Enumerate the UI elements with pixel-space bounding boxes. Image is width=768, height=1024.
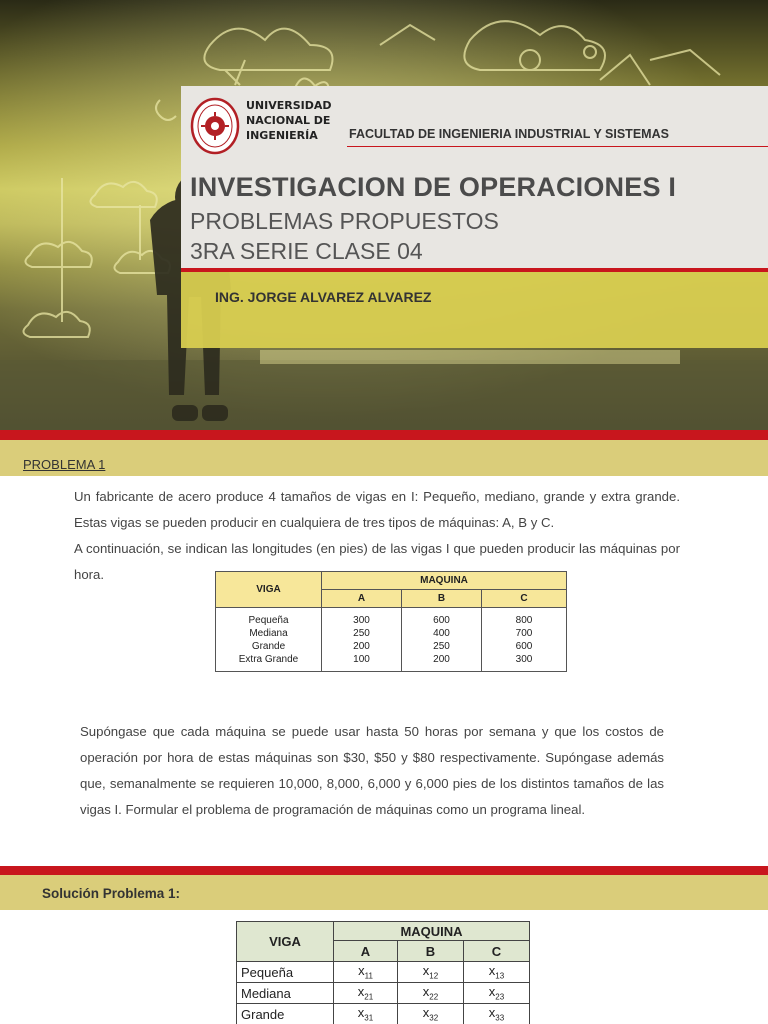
variable-cell: [464, 962, 530, 983]
solution-variables-table: [236, 921, 530, 1024]
university-name: [246, 98, 332, 143]
table-body-row: [216, 608, 567, 672]
variable-index: 31: [364, 1013, 374, 1023]
production-rate-table: [215, 571, 567, 672]
table-cell: 700: [515, 628, 533, 639]
variable-cell: [398, 983, 464, 1004]
problem-heading: PROBLEMA 1: [23, 457, 106, 472]
variable-cell: [464, 983, 530, 1004]
university-name-line-1: UNIVERSIDAD: [246, 99, 332, 112]
solution-header-col-c: C: [464, 941, 530, 962]
table-row: [237, 962, 530, 983]
author-name: ING. JORGE ALVAREZ ALVAREZ: [215, 289, 432, 305]
table-row-label: Mediana: [249, 628, 288, 639]
solution-header-maquina: MAQUINA: [334, 922, 530, 941]
variable-symbol: x: [422, 963, 430, 979]
table-header-maquina: MAQUINA: [322, 572, 567, 590]
table-cell: 600: [433, 615, 450, 626]
faculty-name: FACULTAD DE INGENIERIA INDUSTRIAL Y SISTEMAS: [349, 127, 669, 141]
machine-c-cell: [482, 608, 567, 672]
table-header-viga: VIGA: [216, 572, 322, 608]
solution-heading: Solución Problema 1:: [42, 886, 181, 901]
variable-index: 22: [429, 992, 439, 1002]
cover-red-rule: [0, 430, 768, 440]
variable-index: 12: [429, 971, 439, 981]
table-cell: 300: [515, 654, 533, 665]
subtitle-series: 3RA SERIE CLASE 04: [190, 238, 423, 264]
variable-cell: [334, 1004, 398, 1024]
table-header-col-c: C: [482, 590, 567, 608]
solution-header-col-b: B: [398, 941, 464, 962]
table-row-label: Pequeña: [237, 962, 334, 983]
table-cell: 250: [433, 641, 450, 652]
table-cell: 300: [353, 615, 370, 626]
variable-index: 21: [364, 992, 374, 1002]
table-cell: 600: [515, 641, 533, 652]
variable-index: 13: [495, 971, 505, 981]
table-row-label: Mediana: [237, 983, 334, 1004]
variable-symbol: x: [488, 984, 496, 1000]
table-row-label: Grande: [237, 1004, 334, 1024]
variable-index: 23: [495, 992, 505, 1002]
solution-header-col-a: A: [334, 941, 398, 962]
table-row-label: Extra Grande: [238, 654, 299, 665]
solution-header-viga: VIGA: [237, 922, 334, 962]
variable-symbol: x: [488, 1005, 496, 1021]
variable-index: 33: [495, 1013, 505, 1023]
variable-symbol: x: [488, 963, 496, 979]
table-cell: 200: [433, 654, 450, 665]
table-cell: 100: [353, 654, 370, 665]
table-row: [237, 1004, 530, 1024]
variable-index: 32: [429, 1013, 439, 1023]
table-header-col-a: A: [322, 590, 402, 608]
university-seal-logo: [190, 97, 240, 155]
table-cell: 200: [353, 641, 370, 652]
table-row-label: Pequeña: [248, 615, 289, 626]
variable-cell: [398, 962, 464, 983]
university-name-line-2: NACIONAL DE: [246, 114, 331, 127]
machine-a-cell: [322, 608, 402, 672]
machine-b-cell: [402, 608, 482, 672]
table-cell: 400: [433, 628, 450, 639]
variable-cell: [398, 1004, 464, 1024]
author-panel: [181, 272, 768, 348]
variable-symbol: x: [358, 963, 365, 979]
subtitle-problems: PROBLEMAS PROPUESTOS: [190, 208, 499, 234]
viga-labels-cell: [216, 608, 322, 672]
variable-index: 11: [364, 971, 373, 981]
course-title: INVESTIGACION DE OPERACIONES I: [190, 172, 677, 202]
variable-symbol: x: [422, 1005, 430, 1021]
university-name-line-3: INGENIERÍA: [246, 129, 318, 142]
problem-header-bar: [0, 440, 768, 476]
table-cell: 800: [515, 615, 533, 626]
solution-red-rule: [0, 866, 768, 875]
variable-symbol: x: [357, 1005, 365, 1021]
variable-cell: [334, 962, 398, 983]
table-cell: 250: [353, 628, 370, 639]
table-header-col-b: B: [402, 590, 482, 608]
variable-cell: [334, 983, 398, 1004]
variable-symbol: x: [422, 984, 430, 1000]
problem-intro-text: Un fabricante de acero produce 4 tamaños de vigas en I: Pequeño, mediano, grande y extra grande. Estas vigas se pueden producir en cualquiera de tres tipos de máquinas: A, B y C.: [74, 489, 680, 530]
variable-symbol: x: [357, 984, 365, 1000]
table-row-label: Grande: [251, 641, 286, 652]
variable-cell: [464, 1004, 530, 1024]
problem-intro-text-2: A continuación, se indican las longitudes (en pies) de las vigas I que pueden producir las máquinas por hora.: [74, 541, 680, 582]
problem-statement: Supóngase que cada máquina se puede usar hasta 50 horas por semana y que los costos de operación por hora de estas máquinas son $30, $50 y $80 respectivamente. Supóngase además que, semanalmente se requieren 10,000, 8,000, 6,000 y 6,000 pies de los distintos tamaños de las vigas I. Formular el problema de programación de máquinas como un programa lineal.: [80, 724, 664, 817]
faculty-underline: [347, 146, 768, 147]
table-row: [237, 983, 530, 1004]
